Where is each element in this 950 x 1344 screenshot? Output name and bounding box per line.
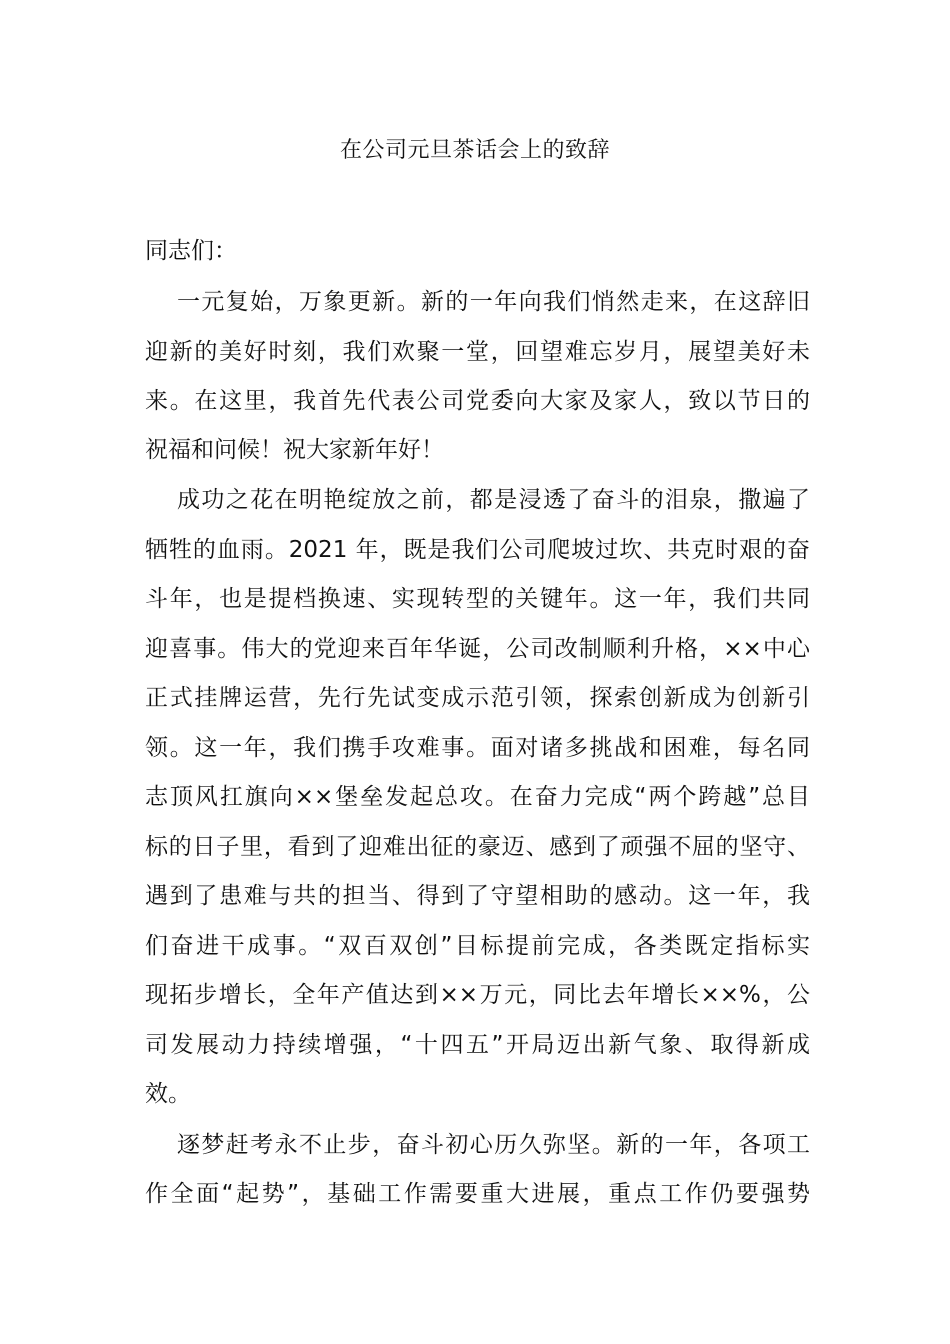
paragraph-2-line-7: 志顶风扛旗向××堡垒发起总攻。在奋力完成“两个跨越”总目 xyxy=(145,784,810,810)
paragraph-2-line-4: 迎喜事。伟大的党迎来百年华诞，公司改制顺利升格，××中心 xyxy=(145,636,810,662)
paragraph-2-line-6: 领。这一年，我们携手攻难事。面对诸多挑战和困难，每名同 xyxy=(145,735,810,761)
paragraph-1-line-3: 来。在这里，我首先代表公司党委向大家及家人，致以节日的 xyxy=(145,388,810,414)
paragraph-1-line-1: 一元复始，万象更新。新的一年向我们悄然走来，在这辞旧 xyxy=(177,289,810,315)
paragraph-2-line-9: 遇到了患难与共的担当、得到了守望相助的感动。这一年，我 xyxy=(145,883,810,909)
paragraph-1-line-2: 迎新的美好时刻，我们欢聚一堂，回望难忘岁月，展望美好未 xyxy=(145,339,810,365)
document-title: 在公司元旦茶话会上的致辞 xyxy=(339,138,610,163)
paragraph-2-line-13: 效。 xyxy=(145,1081,191,1107)
paragraph-2-line-3: 斗年，也是提档换速、实现转型的关键年。这一年，我们共同 xyxy=(145,586,810,612)
paragraph-3-line-2: 作全面“起势”，基础工作需要重大进展，重点工作仍要强势 xyxy=(145,1181,810,1207)
paragraph-2-line-1: 成功之花在明艳绽放之前，都是浸透了奋斗的泪泉，撒遍了 xyxy=(177,487,810,513)
paragraph-1-line-4: 祝福和问候！祝大家新年好！ xyxy=(145,437,444,463)
paragraph-2-line-8: 标的日子里，看到了迎难出征的豪迈、感到了顽强不屈的坚守、 xyxy=(145,834,810,860)
paragraph-2-line-11: 现拓步增长，全年产值达到××万元，同比去年增长××%，公 xyxy=(145,982,810,1008)
paragraph-3-line-1: 逐梦赶考永不止步，奋斗初心历久弥坚。新的一年，各项工 xyxy=(177,1132,810,1158)
salutation: 同志们： xyxy=(145,238,237,264)
paragraph-2-line-2: 牺牲的血雨。2021 年，既是我们公司爬坡过坎、共克时艰的奋 xyxy=(145,537,810,563)
paragraph-2-line-5: 正式挂牌运营，先行先试变成示范引领，探索创新成为创新引 xyxy=(145,685,810,711)
paragraph-2-line-10: 们奋进干成事。“双百双创”目标提前完成，各类既定指标实 xyxy=(145,933,810,959)
paragraph-2-line-12: 司发展动力持续增强，“十四五”开局迈出新气象、取得新成 xyxy=(145,1032,810,1058)
